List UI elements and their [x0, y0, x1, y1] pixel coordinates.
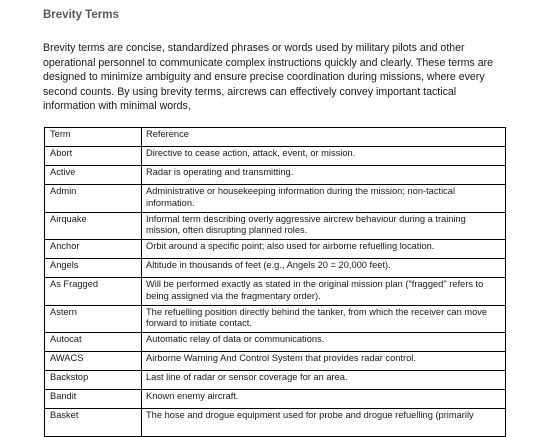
- reference-cell: Will be performed exactly as stated in the original mission plan ("fragged" refers to being assigned via the fragmentary order).: [142, 278, 506, 306]
- term-cell: Active: [45, 166, 142, 185]
- table-row: [45, 333, 506, 352]
- column-header-reference: Reference: [142, 128, 506, 147]
- table-row: [45, 185, 506, 213]
- reference-cell: Orbit around a specific point; also used for airborne refuelling location.: [142, 240, 506, 259]
- table-row: [45, 305, 506, 333]
- term-cell: Astern: [45, 305, 142, 333]
- page-title: Brevity Terms: [43, 9, 119, 21]
- intro-paragraph: Brevity terms are concise, standardized phrases or words used by military pilots and other operational personnel to communicate complex instructions quickly and clearly. These terms are designed to minimize ambiguity and ensure precise coordination during missions, where every second counts. By using brevity terms, aircrews can effectively convey important tactical information with minimal words,: [43, 42, 494, 113]
- term-cell: Anchor: [45, 240, 142, 259]
- term-cell: AWACS: [45, 352, 142, 371]
- term-cell: As Fragged: [45, 278, 142, 306]
- reference-cell: The hose and drogue equipment used for probe and drogue refuelling (primarily: [142, 409, 506, 437]
- table-row: [45, 409, 506, 437]
- term-cell: Abort: [45, 147, 142, 166]
- column-header-term: Term: [45, 128, 142, 147]
- reference-cell: Automatic relay of data or communications.: [142, 333, 506, 352]
- reference-cell: Airborne Warning And Control System that provides radar control.: [142, 352, 506, 371]
- table-row: [45, 278, 506, 306]
- table-row: [45, 212, 506, 240]
- term-cell: Basket: [45, 409, 142, 437]
- reference-cell: Radar is operating and transmitting.: [142, 166, 506, 185]
- table-row: [45, 147, 506, 166]
- term-cell: Backstop: [45, 371, 142, 390]
- table-row: [45, 166, 506, 185]
- term-cell: Bandit: [45, 390, 142, 409]
- table-row: [45, 390, 506, 409]
- reference-cell: Directive to cease action, attack, event, or mission.: [142, 147, 506, 166]
- reference-cell: Altitude in thousands of feet (e.g., Angels 20 = 20,000 feet).: [142, 259, 506, 278]
- table-row: [45, 352, 506, 371]
- term-cell: Airquake: [45, 212, 142, 240]
- table-header-row: [45, 128, 506, 147]
- term-cell: Autocat: [45, 333, 142, 352]
- table-row: [45, 259, 506, 278]
- table-row: [45, 240, 506, 259]
- table-row: [45, 371, 506, 390]
- reference-cell: Administrative or housekeeping information during the mission; non-tactical information.: [142, 185, 506, 213]
- brevity-terms-table: [44, 127, 506, 437]
- reference-cell: Known enemy aircraft.: [142, 390, 506, 409]
- term-cell: Angels: [45, 259, 142, 278]
- reference-cell: Informal term describing overly aggressive aircrew behaviour during a training mission, often disrupting planned roles.: [142, 212, 506, 240]
- reference-cell: Last line of radar or sensor coverage for an area.: [142, 371, 506, 390]
- term-cell: Admin: [45, 185, 142, 213]
- reference-cell: The refuelling position directly behind the tanker, from which the receiver can move forward to initiate contact.: [142, 305, 506, 333]
